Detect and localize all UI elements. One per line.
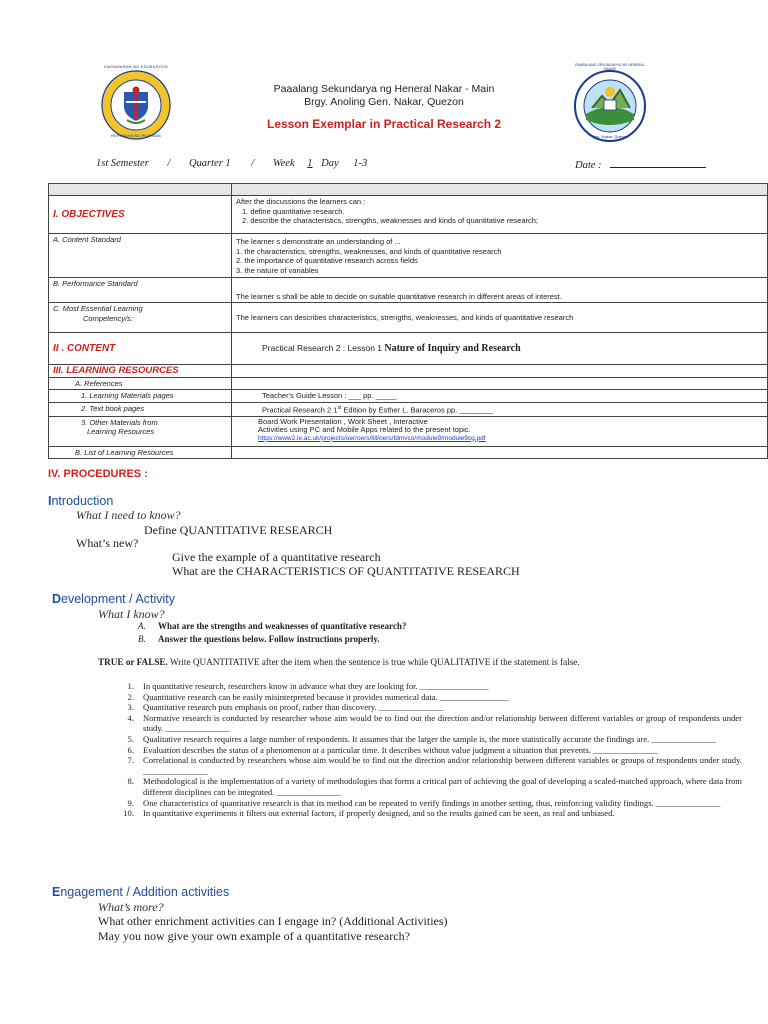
school-address: Brgy. Anoling Gen. Nakar, Quezon [304,96,464,108]
task-b-text: Answer the questions below. Follow instructions properly. [158,634,380,644]
objectives-cell [232,196,768,234]
other-materials-label: 3. Other Materials from [81,417,158,427]
list-item [116,745,742,756]
textbook-cell [232,402,768,416]
date-field[interactable] [575,158,706,171]
task-b-label: B. [138,634,146,644]
true-false-items [116,681,742,819]
textbook-row [49,402,768,416]
whats-new: What’s new? [76,536,139,550]
task-a-label: A. [138,621,146,631]
list-resources-row [49,446,768,459]
resources-label-cell [49,365,232,378]
school-seal-bottom-text: Gen. Nakar, Quezon [591,134,629,139]
procedures-heading: IV. PROCEDURES : [48,468,148,480]
learning-materials-cell [232,390,768,403]
list-item [116,755,742,776]
objectives-label-cell [49,196,232,234]
true-false-label: TRUE or FALSE. [98,657,168,667]
content-lesson-title: Nature of Inquiry and Research [384,342,521,354]
what-i-know: What I know? [98,607,165,621]
lesson-table [48,183,768,459]
textbook-label: 2. Text book pages [49,402,232,416]
task-a-text: What are the strengths and weaknesses of quantitative research? [158,621,407,631]
development-heading [52,592,175,606]
content-standard-item: 3. the nature of variables [236,265,319,275]
references-row [49,377,768,390]
enrichment-line: What other enrichment activities can I engage in? (Additional Activities) [98,914,448,928]
item-number: 6. [127,744,134,755]
list-item [116,798,742,809]
item-number: 2. [127,691,134,702]
content-standard-label: A. Content Standard [49,234,232,278]
learning-materials-text: Teacher's Guide Lesson : ___ pp. _____ [262,391,397,400]
other-materials-cell [232,416,768,446]
week-value: 1 [307,158,313,169]
content-cell [232,333,768,365]
introduction-initial: I [48,494,52,508]
table-header-cell [232,184,768,196]
item-number: 8. [127,776,134,787]
define-line: Define QUANTITATIVE RESEARCH [144,523,333,537]
school-seal-ring-text: PAARALANG SEKUNDARYA NG HENERAL NAKAR [575,63,645,71]
task-a [138,621,406,631]
other-materials-label-cont: Learning Resources [87,427,155,436]
introduction-rest: ntroduction [51,494,114,508]
whats-more: What’s more? [98,900,164,914]
references-label: A. References [49,377,232,390]
own-example-line: May you now give your own example of a quantitative research? [98,929,410,943]
item-text: Evaluation describes the status of a phenomenon at a particular time. It describes without value judgment a situation that prevents. _______________ [143,744,658,755]
content-standard-intro: The learner s demonstrate an understanding of ... [236,237,401,246]
item-text: Quantitative research can be easily misinterpreted because it provides numerical data. ________________ [143,691,509,702]
engagement-rest: ngagement / Addition activities [60,885,230,899]
content-standard-item: 2. the importance of quantitative research across fields [236,256,418,265]
other-materials-text: Board Work Presentation , Work Sheet , Interactive [258,416,428,426]
content-row [49,333,768,365]
learning-materials-row [49,390,768,403]
melc-row [49,303,768,333]
item-text: One characteristics of quantitative research is that its method can be repeated to verify findings in another setting, thus, reinforcing validity findings. _______________ [143,797,721,808]
content-prefix: Practical Research 2 : Lesson 1 [262,342,385,353]
item-text: In quantitative research, researchers know in advance what they are looking for. ________________ [143,681,489,691]
objectives-label: I. OBJECTIVES [53,208,125,220]
engagement-heading [52,885,229,899]
item-text: Quantitative research puts emphasis on proof, rather than discovery. _______________ [143,702,444,713]
references-cell [232,377,768,390]
semester: 1st Semester [96,158,149,169]
characteristics-line: What are the CHARACTERISTICS OF QUANTITATIVE RESEARCH [172,564,520,578]
resources-label: III. LEARNING RESOURCES [53,365,179,376]
meta-separator: / [251,158,255,169]
day-label: Day [321,158,339,169]
school-name: Paaalang Sekundarya ng Heneral Nakar - Main [273,83,495,95]
date-label: Date : [575,160,602,171]
objectives-row [49,196,768,234]
item-text: Qualitative research requires a large number of respondents. It assumes that the larger the sample is, the more statistically accurate the findings are. _______________ [143,733,716,744]
deped-seal-bottom-text: REPUBLIKA NG PILIPINAS [111,133,161,138]
give-example-line: Give the example of a quantitative research [172,550,381,564]
textbook-text-cont: Edition by Esther L. Baraceros pp. ________ [341,405,493,414]
objectives-item: 1. define quantitative research. [242,206,345,216]
deped-seal-ring-text: KAGAWARAN NG EDUKASYON [104,64,168,69]
learning-materials-label: 1. Learning Materials pages [49,390,232,403]
table-header-cell [49,184,232,196]
table-header-row [49,184,768,196]
melc-cell [232,303,768,333]
quarter: Quarter 1 [188,158,231,169]
melc-text: The learners can describes characteristics, strengths, weaknesses, and kinds of quantitative research [236,312,574,322]
item-text: In quantitative experiments it filters out external factors, if properly designed, and so the results gained can be seen, as real and unbiased. [143,808,615,819]
objectives-intro: After the discussions the learners can : [236,197,366,206]
meta-separator: / [167,158,171,169]
true-false-text: Write QUANTITATIVE after the item when the sentence is true while QUALITATIVE if the statement is false. [167,657,580,667]
list-resources-cell [232,446,768,459]
item-number: 4. [127,712,134,723]
content-standard-cell [232,234,768,278]
introduction-heading [48,494,113,508]
performance-standard-cell [232,278,768,303]
item-text: Methodological is the implementation of a variety of methodologies that forms a critical part of achieving the goal of developing a scaled-matched approach, where data from different disciplines can be integrated. _______________ [143,776,742,797]
performance-standard-label: B. Performance Standard [49,278,232,303]
resources-row [49,365,768,378]
task-b [138,634,380,644]
list-item [116,734,742,745]
textbook-text: Practical Research 2 1 [262,405,338,414]
textbook-superscript: st [337,404,342,411]
list-item [116,681,742,692]
list-resources-label: B. List of Learning Resources [49,446,232,459]
development-rest: evelopment / Activity [61,592,175,606]
other-materials-link[interactable]: https://www2.le.ac.uk/projects/oer/oers/lill/oers/fdmvco/module9/module9cg.pdf [258,434,486,442]
meta-line [96,158,367,169]
list-item [116,776,742,797]
item-number: 9. [127,797,134,808]
item-number: 7. [127,755,134,766]
list-item [116,808,742,819]
content-standard-row [49,234,768,278]
item-number: 1. [127,681,134,691]
document-title: Lesson Exemplar in Practical Research 2 [266,117,502,131]
item-number: 10. [123,808,134,819]
date-blank[interactable] [610,158,706,168]
performance-standard-text: The learner s shall be able to decide on suitable quantitative research in different areas of interest. [236,291,562,301]
list-item [116,702,742,713]
resources-cell [232,365,768,378]
item-number: 3. [127,702,134,713]
content-label: II . CONTENT [53,342,116,354]
item-text: Normative research is conducted by researcher whose aim would be to find out the direction and/or relationship between different variables or group of respondents under study. _______________ [143,712,742,734]
content-standard-item: 1. the characteristics, strengths, weaknesses, and kinds of quantitative research [236,246,502,256]
day-value: 1-3 [353,158,368,169]
objectives-item: 2. describe the characteristics, strengths, weaknesses and kinds of quantitative research; [242,216,538,225]
performance-standard-row [49,278,768,303]
melc-label: C. Most Essential Learning [53,304,143,313]
true-false-instructions [98,657,580,667]
need-to-know: What I need to know? [76,508,181,522]
content-label-cell [49,333,232,365]
item-text: Correlational is conducted by researchers whose aim would be to find out the direction and/or relationship between different variables or groups of respondents under study. _______________ [143,755,742,776]
list-item [116,692,742,703]
engagement-initial: E [52,885,61,899]
list-item [116,713,742,734]
melc-label-cont: Competency/s: [83,313,134,323]
development-initial: D [52,592,62,606]
other-materials-label-cell [49,416,232,446]
other-materials-text: Activities using PC and Mobile Apps related to the present topic. [258,425,471,434]
week-label: Week [272,158,295,169]
item-number: 5. [127,733,134,744]
melc-label-cell [49,303,232,333]
other-materials-row [49,416,768,446]
